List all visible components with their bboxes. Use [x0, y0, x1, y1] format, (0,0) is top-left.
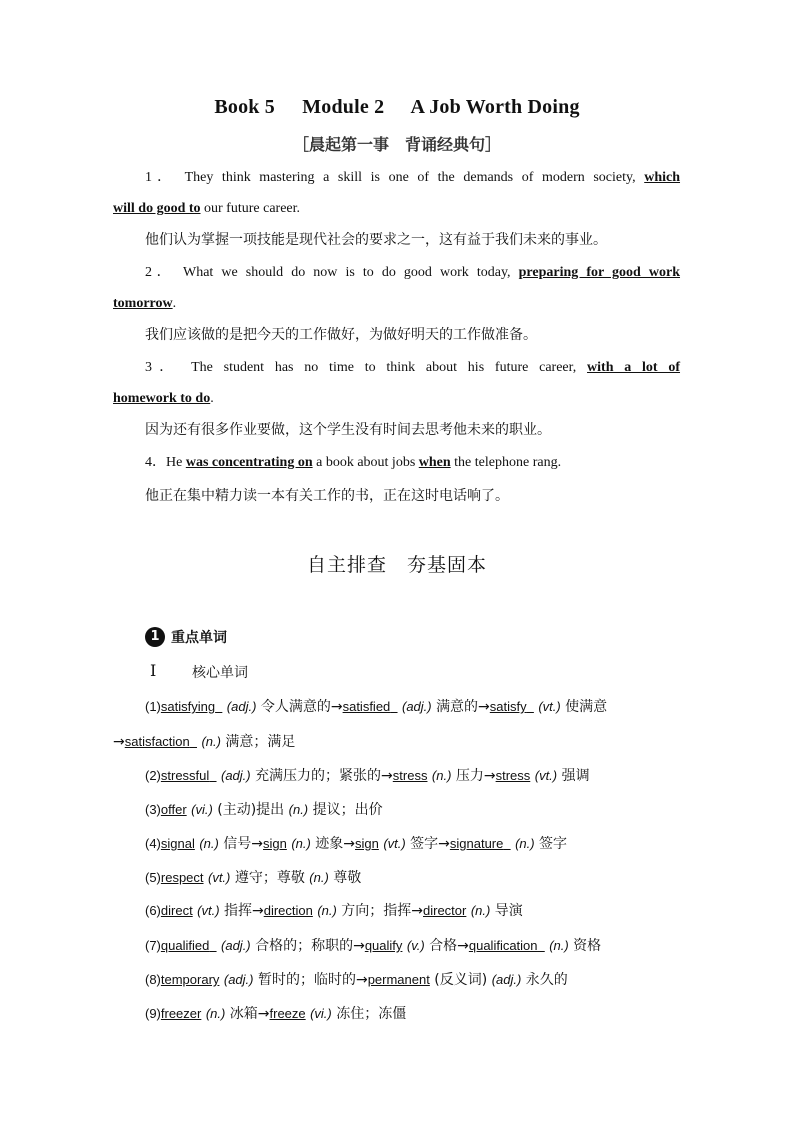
- word-meaning: 信号→: [223, 836, 263, 852]
- key-phrase: with a lot of: [587, 360, 681, 375]
- part-of-speech: (adj.): [223, 972, 254, 987]
- key-phrase: which: [644, 170, 681, 185]
- answer-word: freezer: [160, 1006, 202, 1021]
- word-meaning: 冰箱→: [229, 1006, 270, 1022]
- part-of-speech: (n.): [515, 836, 535, 851]
- sentence-3-translation: 因为还有很多作业要做，这个学生没有时间去思考他未来的职业。: [145, 422, 551, 438]
- word-item-7: [145, 936, 680, 956]
- key-phrase: will do good to: [113, 201, 201, 216]
- answer-word: signal: [160, 836, 195, 851]
- word-meaning: 签字: [539, 836, 568, 852]
- answer-word: satisfying: [160, 699, 216, 714]
- word-item-2: [145, 766, 680, 786]
- part-of-speech: (vt.): [538, 699, 561, 714]
- item-number: (7): [145, 938, 161, 953]
- item-number: (8): [145, 972, 161, 987]
- key-phrase: was concentrating on: [185, 455, 313, 470]
- answer-word: sign: [355, 836, 379, 851]
- sentence-1-line-2: [113, 199, 680, 219]
- part-of-speech: (vi.): [191, 802, 213, 817]
- sentence-2-line-1: [145, 263, 680, 283]
- word-meaning: 方向；指挥→: [341, 903, 423, 919]
- answer-word: satisfied: [342, 699, 391, 714]
- sentence-text: .: [172, 296, 177, 311]
- answer-word: qualify: [364, 938, 403, 953]
- part-of-speech: (adj.): [226, 699, 257, 714]
- part-of-speech: (vt.): [197, 903, 220, 918]
- section-heading: 自主排查 夯基固本: [306, 554, 487, 576]
- answer-word: offer: [160, 802, 187, 817]
- sentence-number: 1．: [145, 170, 177, 185]
- word-item-5: [145, 868, 680, 888]
- sentence-3-line-2: [113, 389, 680, 409]
- item-number: (9): [145, 1006, 161, 1021]
- part-of-speech: (n.): [205, 1006, 226, 1021]
- sentence-number: 4．: [145, 455, 166, 470]
- sentence-1-line-1: [145, 168, 680, 188]
- answer-word: director: [423, 903, 467, 918]
- sentence-text: What we should do now is to do good work today,: [182, 265, 511, 280]
- part-of-speech: (n.): [470, 903, 491, 918]
- word-item-3: [145, 800, 680, 820]
- key-phrase: homework to do: [113, 391, 211, 406]
- word-meaning: (主动)提出: [217, 802, 285, 818]
- word-item-6: [145, 901, 680, 921]
- word-meaning: 迹象→: [315, 836, 355, 852]
- answer-word: temporary: [160, 972, 220, 987]
- word-meaning: 使满意: [565, 699, 608, 715]
- item-number: (1): [145, 699, 161, 714]
- word-meaning: 签字→: [410, 836, 450, 852]
- sentence-number: 3．: [145, 360, 181, 375]
- word-item-9: [145, 1004, 680, 1024]
- topic-label: A Job Worth Doing: [410, 96, 580, 118]
- part-of-speech: (n.): [199, 836, 219, 851]
- word-meaning: 冻住；冻僵: [336, 1006, 407, 1022]
- part-of-speech: (n.): [309, 870, 329, 885]
- book-label: Book 5: [214, 96, 275, 118]
- sentence-number: 2．: [145, 265, 176, 280]
- page-title: [0, 96, 794, 119]
- key-points-heading: [145, 627, 227, 647]
- item-number: (3): [145, 802, 161, 817]
- word-item-8: [145, 970, 680, 990]
- word-meaning: 提议；出价: [312, 802, 383, 818]
- part-of-speech: (v.): [406, 938, 425, 953]
- item-number: (6): [145, 903, 161, 918]
- antonym-note: (反义词): [434, 972, 488, 988]
- word-meaning: 强调: [561, 768, 590, 784]
- sentence-1-translation: 他们认为掌握一项技能是现代社会的要求之一，这有益于我们未来的事业。: [145, 232, 607, 248]
- answer-word: satisfy: [489, 699, 527, 714]
- number-badge: 1: [145, 627, 165, 647]
- part-of-speech: (n.): [201, 734, 221, 749]
- part-of-speech: (n.): [431, 768, 452, 783]
- part-of-speech: (n.): [291, 836, 311, 851]
- word-meaning: 指挥→: [223, 903, 264, 919]
- word-item-1: [145, 697, 680, 717]
- word-meaning: 压力→: [455, 768, 496, 784]
- subsection-label: 核心单词: [192, 665, 248, 681]
- sentence-text: The student has no time to think about his future career,: [191, 360, 577, 375]
- key-points-label: 重点单词: [171, 630, 227, 646]
- answer-word: direction: [263, 903, 313, 918]
- word-meaning: 导演: [494, 903, 523, 919]
- part-of-speech: (adj.): [491, 972, 522, 987]
- sentence-text: They think mastering a skill is one of the demands of modern society,: [184, 170, 636, 185]
- item-number: (5): [145, 870, 161, 885]
- word-meaning: 合格的；称职的→: [255, 938, 365, 954]
- sentence-4-line-1: [145, 453, 680, 473]
- part-of-speech: (adj.): [220, 768, 251, 783]
- item-number: (4): [145, 836, 161, 851]
- answer-word: sign: [263, 836, 287, 851]
- word-meaning: 令人满意的→: [260, 699, 343, 715]
- sentence-2-translation: 我们应该做的是把今天的工作做好，为做好明天的工作做准备。: [145, 327, 537, 343]
- sentence-text: .: [210, 391, 214, 406]
- word-meaning: 充满压力的；紧张的→: [255, 768, 393, 784]
- word-meaning: 合格→: [429, 938, 469, 954]
- sentence-text: our future career.: [200, 201, 301, 216]
- part-of-speech: (vt.): [207, 870, 231, 885]
- part-of-speech: (vt.): [534, 768, 558, 783]
- page-subtitle: ［晨起第一事 背诵经典句］: [292, 137, 501, 154]
- word-meaning: 资格: [573, 938, 602, 954]
- part-of-speech: (vt.): [383, 836, 406, 851]
- word-meaning: 暂时的；临时的→: [257, 972, 368, 988]
- sentence-3-line-1: [145, 358, 680, 378]
- part-of-speech: (n.): [549, 938, 569, 953]
- answer-word: stress: [392, 768, 428, 783]
- part-of-speech: (n.): [317, 903, 337, 918]
- answer-word: respect: [160, 870, 204, 885]
- word-item-4: [145, 834, 680, 854]
- word-item-1-cont: →satisfaction (n.) 满意；满足: [113, 734, 296, 750]
- sentence-text: He: [166, 455, 186, 470]
- answer-word: signature: [449, 836, 504, 851]
- answer-word: satisfaction: [124, 734, 190, 749]
- word-meaning: 尊敬: [333, 870, 362, 886]
- module-label: Module 2: [302, 96, 385, 118]
- answer-word: stressful: [160, 768, 210, 783]
- answer-word: qualified: [160, 938, 210, 953]
- word-meaning: 满意；满足: [225, 734, 296, 750]
- key-phrase: preparing for good work: [518, 265, 681, 280]
- key-phrase: when: [418, 455, 451, 470]
- word-meaning: 遵守；尊敬: [234, 870, 305, 886]
- roman-numeral: Ⅰ: [150, 663, 157, 680]
- answer-word: direct: [160, 903, 193, 918]
- answer-word: stress: [495, 768, 531, 783]
- word-meaning: 永久的: [525, 972, 568, 988]
- part-of-speech: (vi.): [310, 1006, 332, 1021]
- answer-word: freeze: [269, 1006, 306, 1021]
- word-meaning: 满意的→: [436, 699, 490, 715]
- sentence-2-line-2: [113, 294, 680, 314]
- sentence-text: the telephone rang.: [450, 455, 562, 470]
- sentence-text: a book about jobs: [312, 455, 419, 470]
- answer-word: qualification: [468, 938, 538, 953]
- part-of-speech: (adj.): [401, 699, 432, 714]
- sentence-4-translation: 他正在集中精力读一本有关工作的书，正在这时电话响了。: [145, 488, 509, 504]
- item-number: (2): [145, 768, 161, 783]
- key-phrase: tomorrow: [113, 296, 173, 311]
- part-of-speech: (n.): [288, 802, 309, 817]
- answer-word: permanent: [367, 972, 430, 987]
- part-of-speech: (adj.): [221, 938, 251, 953]
